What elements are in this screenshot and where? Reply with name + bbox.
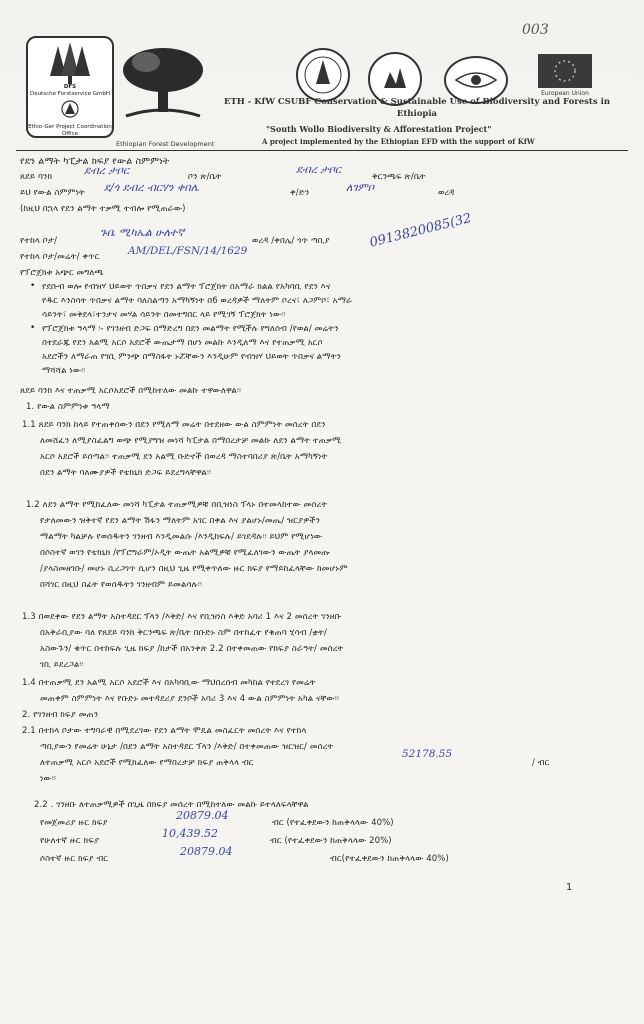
handwritten-pay3: 20879.04 (180, 845, 233, 858)
p11-line: በደን ልማት ባለሙያዎች የቴክኒክ ድጋፍ ይደረግላቸዋል፡፡ (40, 468, 212, 478)
bullet1-line: ሳይንት፣ መቅደላ፣ተንታና መሃል ሳይንት በመተግበር ላይ የሚገኝ ፕሮጀክት ነው፡፡ (42, 310, 286, 320)
pay3-label: ሶስተኛ ዙር ክፍያ ብር (40, 854, 109, 864)
dfs-office-label: Ethio-Ger Project Coordination Office (28, 124, 112, 137)
bullet2-line: አደሮችን ለማራጠ የገቢ ምንጭ በማስፋት ኑሯቸውን እንዲሁም የብዝሃ ህይወት ጥበቃና ልማትን (42, 352, 341, 362)
handwritten-total: 52178.55 (402, 748, 453, 760)
header-divider (16, 150, 628, 151)
bon-office-label: ቦን ጽ/ቤት (188, 172, 222, 182)
project-title: "South Wollo Biodiversity & Afforestation Project" (266, 124, 492, 134)
p13-line: 1.3 በወደቀው የደን ልማት አስተዳደር ፕላን /እቅድ/ እና የቢዝነስ እቅድ አባሪ 1 እና 2 መሰረት ገንዘቡ (22, 612, 342, 622)
bank-label: ጸደይ ባንክ (20, 172, 53, 182)
section1-heading: 1. የውል ስምምነቱ ዓላማ (26, 402, 110, 412)
p11-line: አርሶ አደሮች ይሰጣል፡፡ ተጠቃሚ ደን አልሚ ቡድኖች በወረዳ ማስተባበሪያ ጽ/ቤት አማካኝነት (40, 452, 328, 462)
p12-line: በሶስተኛ ወገን የቴክኒክ /የፕሮግራም/ኦዲት ውጤት አልሚዎቹ የሚፈለገውን ውጤት ያላመጡ (40, 548, 330, 558)
efd-caption: Ethiopian Forest Development (116, 140, 215, 148)
p13-line: በአቅራቢያው ባለ የጸደይ ባንክ ቅርንጫፍ ጽ/ቤት በቡድኑ ስም በተከፈተ የቁጠባ ሂሳብ /ቋት/ (40, 628, 327, 638)
p12-line: ማልማት ካልቻሉ የወሰዱትን ገንዘብ እንዲመልሱ /እንዲከፍሉ/ ይገደዳሉ፡፡ ይህም የሚሆነው (40, 532, 323, 542)
p12-line: /ያላስመዘገቡ/ መሆኑ ሲረጋገጥ ሲሆን በዚህ ጊዜ የሚቀጥለው ዙር ክፍያ የማይከፈላቸው ከመሆኑም (40, 564, 348, 574)
pay1-suffix: ብር (የተፈቀደውን ከጠቅላላው 40%) (272, 818, 394, 828)
dfs-logo (26, 36, 114, 138)
implemented-by-line: A project implemented by the Ethiopian EFD with the support of KfW (262, 137, 535, 146)
p21-line: ነው፡፡ (40, 774, 56, 784)
p11-line: 1.1 ጸደይ ባንክ ከላይ የተጠቀሰውን በደን የሚለማ መሬት በተደዘው ውል ስምምነት መሰረት በደን (22, 420, 326, 430)
p12-line: 1.2 ለደን ልማት የሚከፈለው መነሻ ካፒታል ተጠቃሚዎቹ በቢዝነስ ፕላኑ በተመላከተው መሰረት (26, 500, 328, 510)
p21-line: ጣቢያውን የመሬት ሁኔታ /በደን ልማት አስተዳደር ፕላን /እቅድ/ በተቀመጠው ዝርዝር/ መሰረት (40, 742, 334, 752)
form-title: የደን ልማት ካፒታል ክፍያ የውል ስምምነት (20, 156, 170, 167)
dfs-sub-label: Deutsche Forstservice GmbH (29, 91, 111, 97)
handwritten-kebele: ለገምቦ (346, 181, 375, 194)
p21-unit: / ብር (532, 758, 550, 768)
p21-line: ለተጠቃሚ አርሶ አደሮች የሚከፈለው የማበረታቻ ክፍያ ጠቅላላ ብር (40, 758, 254, 768)
pay2-suffix: ብር (የተፈቀደውን ከጠቅላላው 20%) (270, 836, 392, 846)
handwritten-branch: ደብረ ታቦር (84, 164, 130, 177)
dfs-label: DFS (63, 84, 77, 90)
beneficiary-note: (ከዚህ በኋላ የደን ልማት ተቃሚ ተብሎ የሚጠራው) (20, 204, 186, 214)
page-number: 1 (566, 882, 573, 893)
p12-line: በሻገር በዚህ በፊት የወሰዱትን ገንዘብም ይመልሳሉ፡፡ (40, 580, 202, 590)
project-summary-label: የፕሮጀክቱ አጭር መግለጫ (20, 268, 104, 278)
handwritten-phone: 0913820085(32 (368, 210, 474, 251)
p11-line: ለመሸፈን ለሚያስፈልግ ወጭ የሚያግዝ መነሻ ካፒታል በማበረታቻ መልኩ ለደን ልማት ተጠቃሚ (40, 436, 342, 446)
bullet2-line: ማሻሻል ነው፡፡ (42, 366, 86, 376)
branch-office-label: ቅርንጫፍ ጽ/ቤት (372, 172, 426, 182)
p12-line: የታለመውን ዝቅተኛ የደን ልማት ሽፋን ማለትም አገር በቀል እና ያልሆኑ/መጤ/ ዝርያዎችን (40, 516, 321, 526)
ved-label: ቀ/ድን (290, 188, 310, 198)
pay2-label: የሁለተኛ ዙር ክፍያ (40, 836, 100, 846)
p21-line: 2.1 በተከላ ቦታው ተግባራዊ በሚደረገው የደን ልማት ሞዴል መስፈርት መሰረት እና የተከላ (22, 726, 307, 736)
site-number-label: የተከላ ቦታ/መሬት/ ቀጥር (20, 252, 100, 262)
csubf-seal-icon (296, 48, 350, 102)
woreda-label: ወረዳ (438, 188, 455, 198)
forest-emblem-icon (54, 100, 86, 122)
handwritten-pay2: 10,439.52 (162, 827, 218, 840)
handwritten-pay1: 20879.04 (176, 809, 229, 822)
p14-line: 1.4 በተጠቃሚ ደን አልሚ አርሶ አደሮች እና በአካባቢው ማህበረሰብ መካከል የተደረገ የመሬት (22, 678, 316, 688)
pay1-label: የመጀመሪያ ዙር ክፍያ (40, 818, 108, 828)
intro-line: ጸደይ ባንክ እና ተጠቃሚ አርሶአደሮች በሚከተለው መልኩ ተዋውለዋል፡፡ (20, 386, 242, 396)
page-code: 003 (522, 22, 549, 38)
handwritten-site-number: AM/DEL/FSN/14/1629 (128, 245, 248, 257)
site-label: የተከላ ቦታ/ (20, 236, 58, 246)
contract-label: ይህ የውል ስምምነት (20, 188, 85, 198)
efd-tree-logo-icon (118, 44, 208, 124)
handwritten-site-name: ጉቤ ሚካኤል ሁለተኛ (100, 226, 185, 239)
bullet1-line: የደቡብ ወሎ የብዝሃ ህይወት ጥበቃና የደን ልማት ፕሮጀክት በአማራ ክልል የአካባቢ የደን እና (42, 282, 331, 292)
section2-heading: 2. የገንዘብ ክፍያ መጠን (22, 710, 99, 720)
p13-line: ገቢ ይደረጋል፡፡ (40, 660, 84, 670)
bullet-icon: • (30, 281, 36, 291)
p22-line: 2.2 . ገንዘቡ ለተጠቃሚዎች በጊዜ በክፍያ መሰረት በሚከተለው መልኩ ይተላለፍላቸዋል (34, 800, 309, 810)
p13-line: አስውጉን/ ቁጥር በተከፍሉ ጊዜ ክፍያ /ከታች በአንቀጽ 2.2 በተቀመጠው የክፍያ ስራዓት/ መሰረት (40, 644, 344, 654)
eu-flag-icon (520, 52, 610, 100)
bullet2-line: በተደራጁ የደን አልሚ አርሶ አደሮች ውጤታማ በሆነ መልኩ እንዲለማ እና የተጠቃሚ አርሶ (42, 338, 323, 348)
handwritten-party: ደ/ጎ ደብረ ብርሃን ቀበሌ (104, 181, 199, 194)
bullet-icon: • (30, 323, 36, 333)
eth-kfw-line: ETH - KfW CSUBF Conservation & Sustainable Use of Biodiversity and Forests in Ethiopia (224, 97, 610, 119)
pay3-suffix: ብር(የተፈቀደውን ከጠቅላላው 40%) (330, 854, 449, 864)
bullet1-line: የዱር እንስሳት ጥበቃና ልማት ባለስልጣን አማካኝነት በ6 ወረዳዎች ማለትም ቦረና፣ ለጋምቦ፣ አማራ (42, 296, 353, 306)
p14-line: መጠቀም ስምምነት እና የቡድኑ መተዳደሪያ ደንቦች አባሪ 3 እና 4 ውል ስምምነት አካል ናቸው፡፡ (40, 694, 340, 704)
eu-caption: European Union (541, 90, 589, 97)
bullet2-line: የፕሮጀክቱ ዓላማ ፡- የገንዘብ ድጋፍ በማድረግ በደን መልማት የሚችሉ የግለሰብ /የወል/ መሬትን (42, 324, 339, 334)
woreda-kebele-label: ወረዳ /ቀበሌ/ ጎጥ ጣቢያ (252, 236, 330, 246)
handwritten-bon: ደብረ ታቦር (296, 163, 342, 176)
